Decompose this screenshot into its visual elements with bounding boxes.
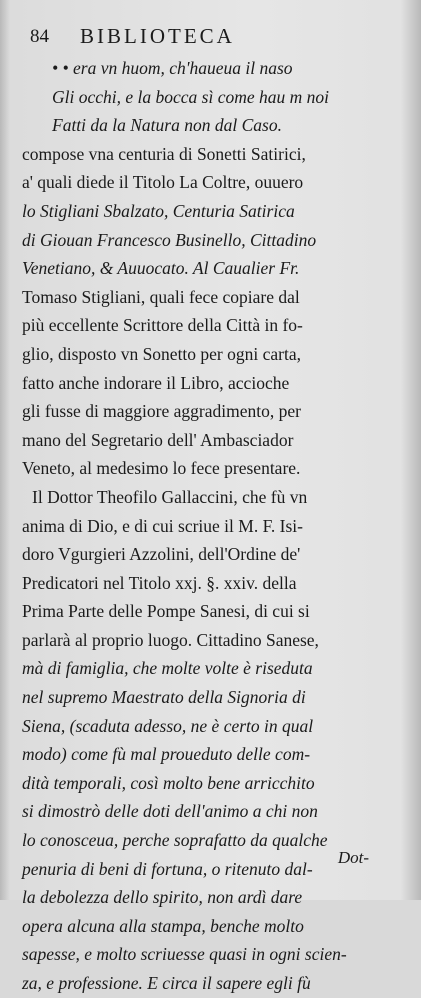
text-line: a' quali diede il Titolo La Coltre, ouuero bbox=[22, 172, 304, 193]
text-line: mà di famiglia, che molte volte è riseduta bbox=[22, 658, 313, 679]
text-line: Siena, (scaduta adesso, ne è certo in qual bbox=[22, 715, 314, 736]
text-line: nel supremo Maestrato della Signoria di bbox=[22, 687, 306, 708]
text-line: Veneto, al medesimo lo fece presentare. bbox=[22, 458, 301, 479]
text-line: Tomaso Stigliani, quali fece copiare dal bbox=[22, 286, 300, 307]
text-line: opera alcuna alla stampa, benche molto bbox=[22, 915, 304, 936]
text-line: glio, disposto vn Sonetto per ogni carta, bbox=[22, 343, 301, 364]
text-line: modo) come fù mal proueduto delle com- bbox=[22, 744, 311, 765]
text-line: di Giouan Francesco Businello, Cittadino bbox=[22, 229, 317, 250]
text-line: Venetiano, & Auuocato. Al Caualier Fr. bbox=[22, 258, 300, 279]
text-line: più eccellente Scrittore della Città in fo- bbox=[22, 315, 303, 336]
text-line: compose vna centuria di Sonetti Satirici, bbox=[22, 143, 306, 164]
verse-line: • • era vn huom, ch'haueua il naso bbox=[52, 58, 293, 78]
running-title: BIBLIOTECA bbox=[80, 24, 235, 48]
text-line: za, e professione. E circa il sapere egli fù bbox=[22, 973, 311, 993]
verse-line: Fatti da la Natura non dal Caso. bbox=[52, 115, 282, 136]
text-line: si dimostrò delle doti dell'animo a chi non bbox=[22, 801, 318, 822]
text-line: anima di Dio, e di cui scriue il M. F. Isi- bbox=[22, 515, 303, 536]
text-line: doro Vgurgieri Azzolini, dell'Ordine de' bbox=[22, 544, 301, 565]
verse-line: Gli occhi, e la bocca sì come hau m noi bbox=[52, 86, 330, 107]
text-line: Prima Parte delle Pompe Sanesi, di cui si bbox=[22, 601, 310, 622]
text-line: parlarà al proprio luogo. Cittadino Sanese, bbox=[22, 629, 319, 650]
text-line: penuria di beni di fortuna, o ritenuto dal- bbox=[22, 858, 313, 879]
page-number: 84 bbox=[30, 26, 49, 47]
text-line: lo conosceua, perche soprafatto da qualche bbox=[22, 830, 328, 851]
catchword: Dot- bbox=[337, 848, 369, 867]
text-line: lo Stigliani Sbalzato, Centuria Satirica bbox=[22, 200, 295, 221]
page-header bbox=[30, 24, 400, 50]
text-line: gli fusse di maggiore aggradimento, per bbox=[22, 401, 301, 422]
text-line: la debolezza dello spirito, non ardì dare bbox=[22, 887, 303, 908]
text-line: fatto anche indorare il Libro, accioche bbox=[22, 372, 290, 393]
text-line: mano del Segretario dell' Ambasciador bbox=[22, 429, 294, 450]
text-line: dità temporali, così molto bene arricchito bbox=[22, 772, 315, 793]
text-line: Predicatori nel Titolo xxj. §. xxiv. della bbox=[22, 572, 297, 593]
text-line: Il Dottor Theofilo Gallaccini, che fù vn bbox=[32, 486, 308, 507]
text-line: sapesse, e molto scriuesse quasi in ogni scien- bbox=[22, 944, 347, 965]
